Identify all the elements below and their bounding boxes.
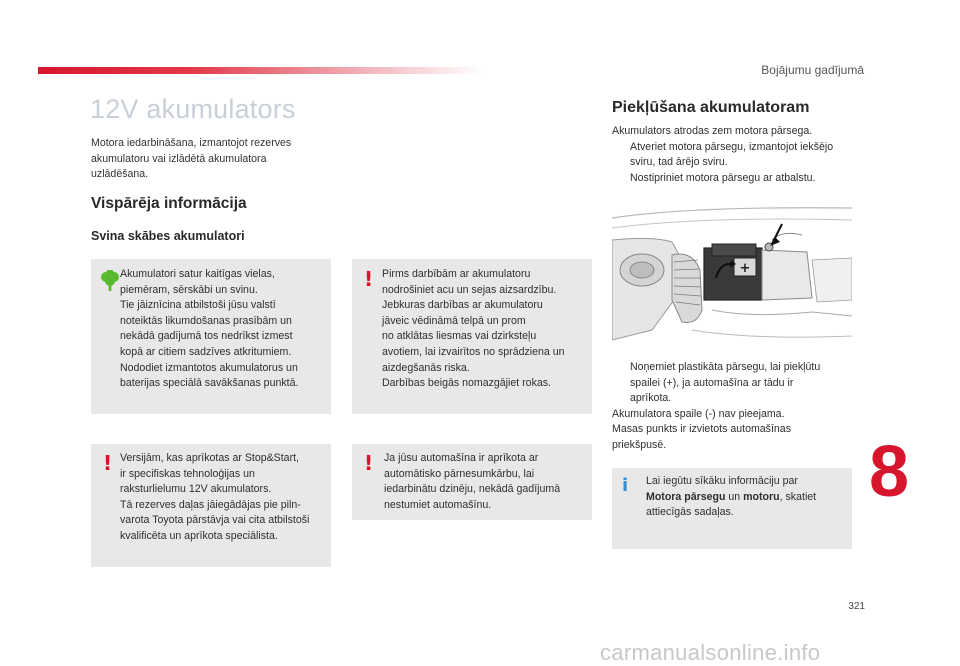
text-line: attiecīgās sadaļas.: [646, 506, 734, 519]
eco-tree-icon: [100, 270, 120, 292]
text-line: ir specifiskas tehnoloģijas un: [120, 467, 255, 480]
link-bonnet: Motora pārsegu: [646, 490, 726, 503]
battery-access-heading: Piekļūšana akumulatoram: [612, 99, 810, 116]
stop-start-warning-box: [91, 444, 331, 567]
text-line: Ja jūsu automašīna ir aprīkota ar: [384, 452, 539, 464]
warning-icon: !: [103, 451, 113, 475]
text-line: automātisko pārnesumkārbu, lai: [384, 467, 535, 480]
text-line: iedarbinātu dzinēju, nekādā gadījumā: [384, 483, 561, 496]
battery-terminal-notes: [612, 360, 862, 453]
recycling-note-text: [120, 267, 330, 392]
text-line: Nododiet izmantotos akumulatorus un: [120, 361, 298, 374]
step-open-bonnet: [612, 140, 862, 171]
battery-access-instructions: [612, 124, 862, 186]
text-line: Pirms darbībām ar akumulatoru: [382, 268, 531, 280]
text-line: noteiktās likumdošanas prasībām un: [120, 314, 292, 327]
svg-text:+: +: [739, 261, 751, 276]
header-accent-bar: [38, 67, 483, 74]
text-line: nodrošiniet acu un sejas aizsardzību.: [382, 283, 557, 296]
page-title: 12V akumulators: [90, 94, 296, 124]
stop-start-warning-text: [120, 451, 330, 545]
engine-battery-illustration: [612, 200, 852, 356]
info-box: [612, 468, 852, 549]
text-line: varota Toyota pārstāvja vai cita atbilstoši: [120, 514, 310, 527]
text-line: Akumulatora spaile (-) nav pieejama.: [612, 407, 785, 420]
text-line: no atklātas liesmas vai dzirksteļu: [382, 330, 537, 343]
text-line: avotiem, lai izvairītos no sprādziena un: [382, 345, 565, 358]
text-line: nekādā gadījumā tos nedrīkst izmest: [120, 330, 293, 343]
lead-acid-subheading: Svina skābes akumulatori: [91, 229, 245, 243]
text-line: Tā rezerves daļas jāiegādājas pie piln-: [120, 498, 301, 511]
step-remove-cover: [612, 360, 862, 407]
text-fragment: , skatiet: [779, 490, 817, 503]
recycling-note-box: [91, 259, 331, 414]
text-line: piemēram, sērskābi un svinu.: [120, 283, 258, 296]
warning-icon: !: [364, 267, 374, 291]
page-number: 321: [848, 601, 865, 612]
text-line: Akumulatori satur kaitīgas vielas,: [120, 268, 275, 280]
text-line: nestumiet automašīnu.: [384, 498, 492, 511]
text-line: aprīkota.: [630, 392, 672, 404]
text-fragment: un: [725, 490, 744, 503]
safety-warning-box: [352, 259, 592, 414]
text-line: Nostipriniet motora pārsegu ar atbalstu.: [630, 171, 816, 184]
text-line: Noņemiet plastikāta pārsegu, lai piekļūtu: [630, 361, 821, 373]
section-heading: Bojājumu gadījumā: [761, 63, 864, 77]
intro-paragraph: Motora iedarbināšana, izmantojot rezerves akumulatoru vai izlādētā akumulatora uzlādēšana.: [91, 137, 292, 180]
info-box-text: [646, 474, 850, 521]
safety-warning-text: [382, 267, 590, 392]
text-line: sviru, tad ārējo sviru.: [630, 156, 728, 168]
text-line: [646, 490, 850, 506]
automatic-gearbox-warning-box: [352, 444, 592, 520]
warning-icon: !: [364, 451, 374, 475]
text-line: Atveriet motora pārsegu, izmantojot iekšējo: [630, 140, 834, 153]
general-info-heading: Vispārēja informācija: [91, 195, 247, 212]
text-line: raksturlielumu 12V akumulators.: [120, 483, 272, 496]
text-line: aizdegšanās riska.: [382, 361, 470, 374]
automatic-gearbox-warning-text: [384, 451, 590, 513]
text-line: baterijas speciālā savākšanas punktā.: [120, 377, 299, 390]
text-line: Jebkuras darbības ar akumulatoru: [382, 299, 543, 312]
text-line: Darbības beigās nomazgājiet rokas.: [382, 377, 552, 390]
chapter-number: 8: [869, 432, 910, 512]
text-line: Masas punkts ir izvietots automašīnas: [612, 423, 791, 435]
text-line: kopā ar citiem sadzīves atkritumiem.: [120, 345, 292, 358]
text-line: spailei (+), ja automašīna ar tādu ir: [630, 376, 794, 389]
text-line: Lai iegūtu sīkāku informāciju par: [646, 475, 798, 487]
text-line: kvalificēta un aprīkota speciālista.: [120, 529, 278, 542]
step-secure-bonnet: [612, 171, 862, 187]
access-intro: Akumulators atrodas zem motora pārsega.: [612, 125, 813, 137]
info-icon: i: [622, 475, 629, 496]
text-line: priekšpusē.: [612, 438, 667, 451]
text-line: Tie jāiznīcina atbilstoši jūsu valstī: [120, 299, 276, 312]
link-engine: motoru: [743, 490, 780, 503]
text-line: Versijām, kas aprīkotas ar Stop&Start,: [120, 452, 299, 464]
text-line: jāveic vēdināmā telpā un prom: [382, 314, 526, 327]
watermark: carmanualsonline.info: [600, 640, 821, 665]
